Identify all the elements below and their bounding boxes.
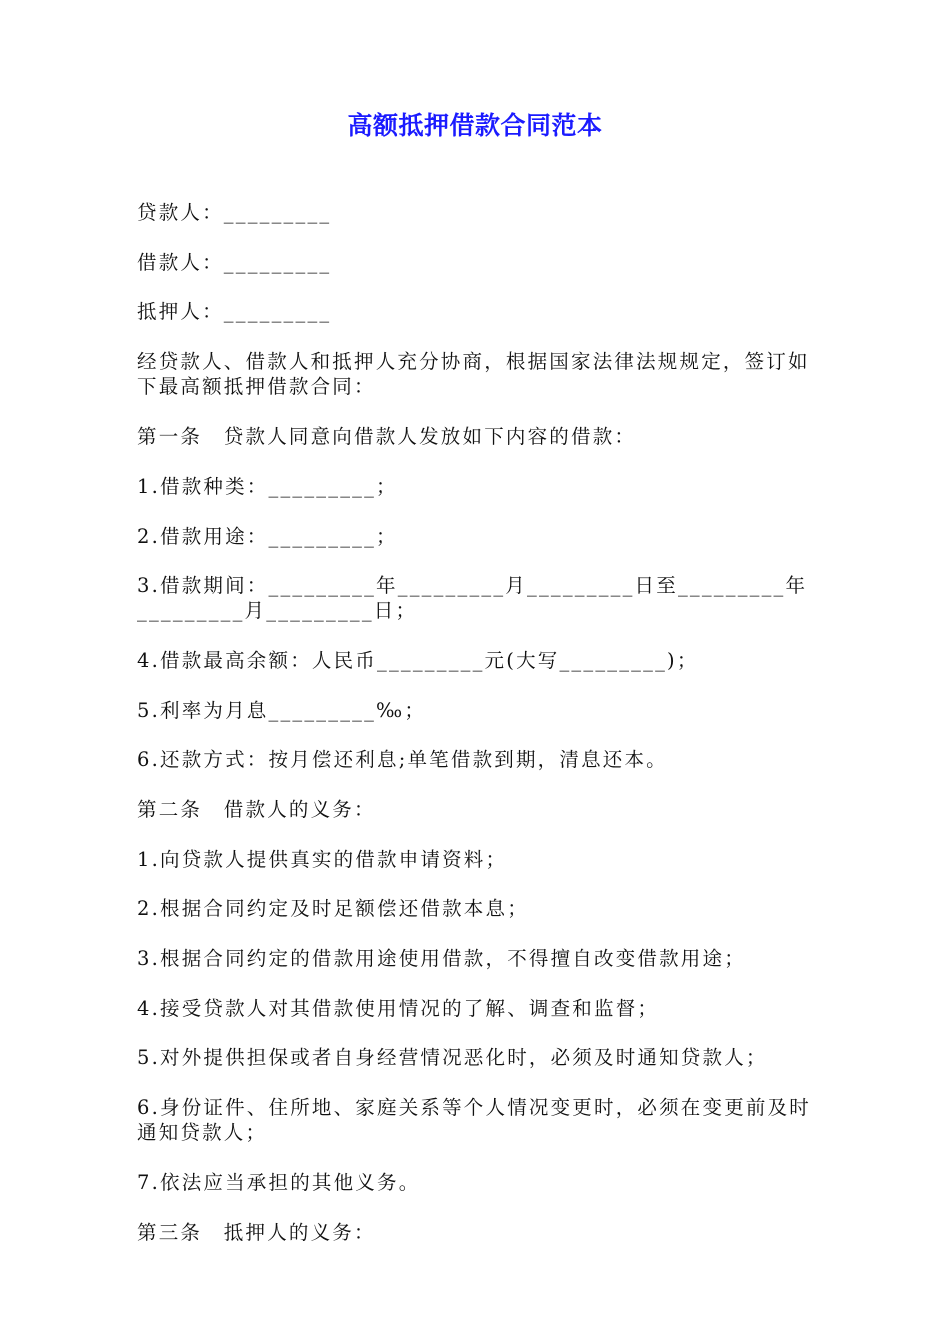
- document-title: 高额抵押借款合同范本: [347, 111, 603, 140]
- article-2-item-4: 4.接受贷款人对其借款使用情况的了解、调查和监督；: [137, 997, 660, 1020]
- article-1-item-5: 5.利率为月息_________‰；: [137, 699, 427, 722]
- borrower-field: 借款人：_________: [137, 251, 332, 274]
- article-2-heading: 第二条 借款人的义务：: [137, 798, 376, 821]
- article-2-item-7: 7.依法应当承担的其他义务。: [137, 1171, 421, 1194]
- article-2-item-5: 5.对外提供担保或者自身经营情况恶化时，必须及时通知贷款人；: [137, 1046, 768, 1069]
- article-1-item-2: 2.借款用途：_________；: [137, 525, 398, 548]
- article-2-item-3: 3.根据合同约定的借款用途使用借款，不得擅自改变借款用途；: [137, 947, 746, 970]
- preamble-paragraph: 经贷款人、借款人和抵押人充分协商，根据国家法律法规规定，签订如下最高额抵押借款合同：: [137, 350, 810, 398]
- article-3-heading: 第三条 抵押人的义务：: [137, 1221, 376, 1244]
- article-1-item-6: 6.还款方式：按月偿还利息;单笔借款到期，清息还本。: [137, 748, 668, 771]
- article-2-item-1: 1.向贷款人提供真实的借款申请资料；: [137, 848, 508, 871]
- article-1-heading: 第一条 贷款人同意向借款人发放如下内容的借款：: [137, 425, 637, 448]
- article-2-item-6: 6.身份证件、住所地、家庭关系等个人情况变更时，必须在变更前及时通知贷款人；: [137, 1096, 812, 1144]
- article-2-item-2: 2.根据合同约定及时足额偿还借款本息；: [137, 897, 529, 920]
- lender-field: 贷款人：_________: [137, 201, 332, 224]
- article-1-item-1: 1.借款种类：_________；: [137, 475, 398, 498]
- mortgagor-field: 抵押人：_________: [137, 300, 332, 323]
- article-1-item-3: 3.借款期间：_________年_________月_________日至_________年_________月_________日；: [137, 574, 808, 622]
- article-1-item-4: 4.借款最高余额：人民币_________元(大写_________)；: [137, 649, 699, 672]
